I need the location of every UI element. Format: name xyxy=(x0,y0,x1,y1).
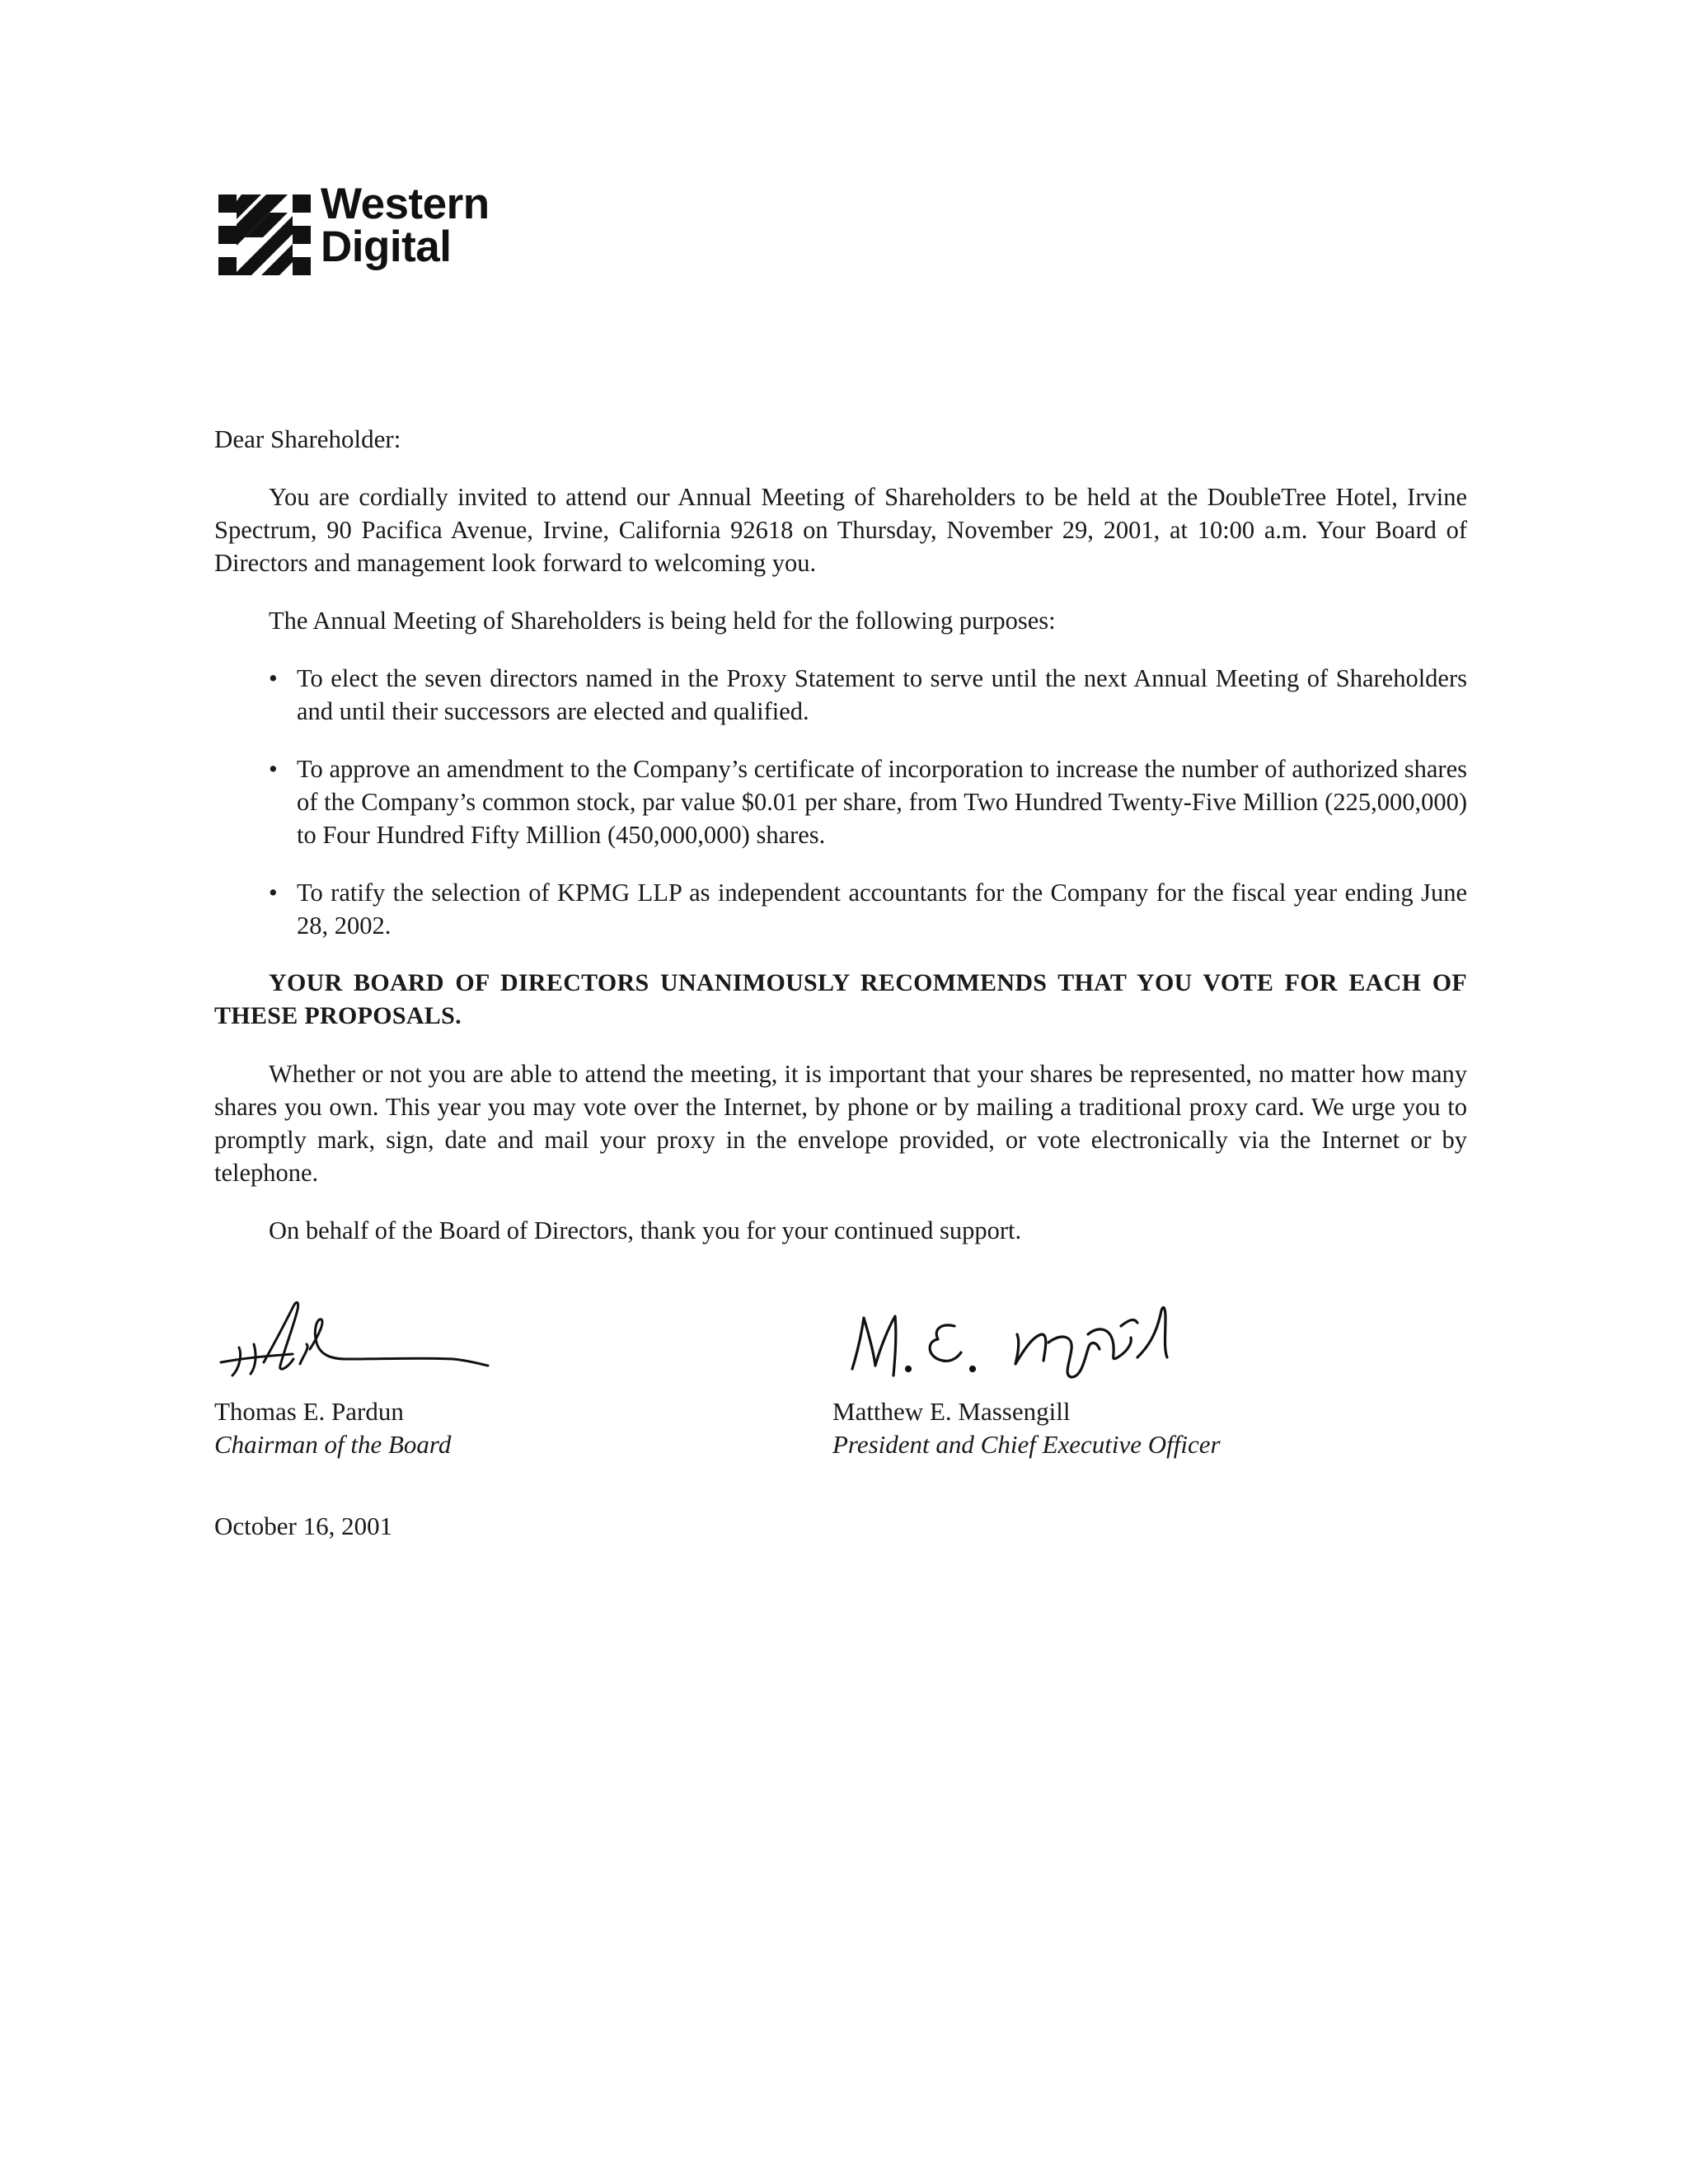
signer-name: Matthew E. Massengill xyxy=(832,1397,1071,1426)
signer-title: President and Chief Executive Officer xyxy=(832,1430,1221,1459)
logo-line-2: Digital xyxy=(321,223,452,271)
signer-name: Thomas E. Pardun xyxy=(214,1397,404,1426)
signature-pardun xyxy=(214,1290,495,1389)
bullet-icon: • xyxy=(269,755,278,783)
list-item xyxy=(214,876,1467,942)
company-logo xyxy=(218,180,515,279)
purpose-text: To ratify the selection of KPMG LLP as independent accountants for the Company for the fiscal year ending June 28, 2002. xyxy=(297,879,1467,940)
list-item xyxy=(214,752,1467,851)
letter-body xyxy=(214,423,1467,1272)
voting-paragraph: Whether or not you are able to attend the meeting, it is important that your shares be represented, no matter how many shares you own. This year you may vote over the Internet, by phone or by mailing a traditional proxy card. We urge you to promptly mark, sign, date and mail your proxy in the envelope provided, or vote electronically via the Internet or by telephone. xyxy=(214,1060,1467,1187)
signer-block-massengill xyxy=(832,1395,1221,1461)
logo-line-1: Western xyxy=(321,180,490,228)
bullet-icon: • xyxy=(269,664,278,692)
salutation: Dear Shareholder: xyxy=(214,424,401,453)
signer-block-pardun xyxy=(214,1395,451,1461)
purposes-intro: The Annual Meeting of Shareholders is being held for the following purposes: xyxy=(269,607,1056,635)
closing-paragraph: On behalf of the Board of Directors, thank you for your continued support. xyxy=(269,1216,1022,1244)
signer-title: Chairman of the Board xyxy=(214,1430,452,1459)
purpose-text: To elect the seven directors named in the Proxy Statement to serve until the next Annual Meeting of Shareholders and until their successors are elected and qualified. xyxy=(297,664,1467,725)
letter-date: October 16, 2001 xyxy=(214,1511,393,1540)
western-digital-logo-mark-icon xyxy=(218,194,311,277)
board-recommendation: YOUR BOARD OF DIRECTORS UNANIMOUSLY RECOMMENDS THAT YOU VOTE FOR EACH OF THESE PROPOSALS. xyxy=(214,969,1467,1029)
bullet-icon: • xyxy=(269,879,278,907)
signature-massengill xyxy=(841,1290,1212,1393)
purposes-list xyxy=(214,662,1467,942)
purpose-text: To approve an amendment to the Company’s certificate of incorporation to increase the number of authorized shares of the Company’s common stock, par value $0.01 per share, from Two Hundred Twenty-Five Million (225,000,000) to Four Hundred Fifty Million (450,000,000) shares. xyxy=(297,755,1467,849)
intro-paragraph: You are cordially invited to attend our Annual Meeting of Shareholders to be held at the DoubleTree Hotel, Irvine Spectrum, 90 Pacifica Avenue, Irvine, California 92618 on Thursday, November 29, 2001, at 10:00 a.m. Your Board of Directors and management look forward to welcoming you. xyxy=(214,483,1467,577)
logo-wordmark xyxy=(321,180,490,271)
list-item xyxy=(214,662,1467,728)
